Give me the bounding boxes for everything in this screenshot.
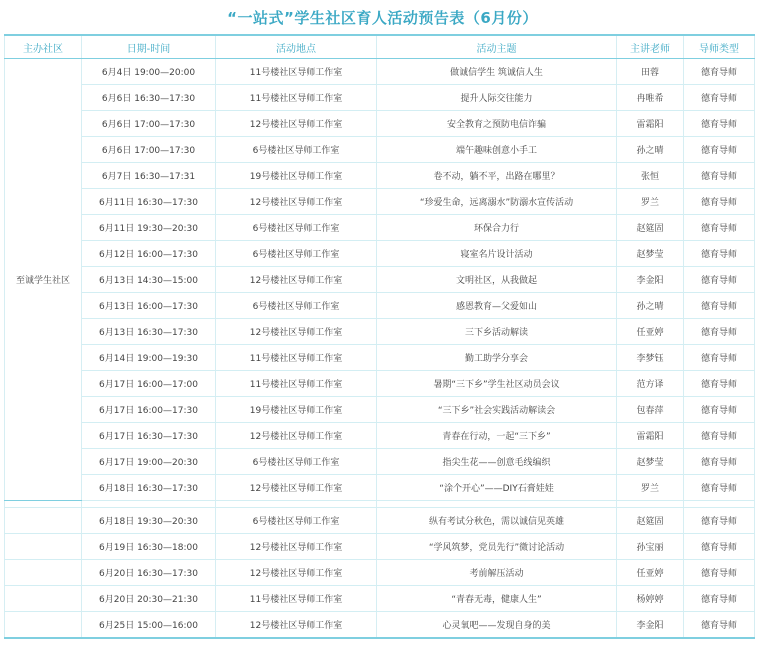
cell-datetime: 6月20日 20:30—21:30 bbox=[82, 586, 216, 612]
cell-type: 德育导师 bbox=[684, 345, 755, 371]
cell-place: 19号楼社区导师工作室 bbox=[216, 163, 377, 189]
cell-datetime: 6月17日 19:00—20:30 bbox=[82, 449, 216, 475]
table-row bbox=[5, 85, 755, 111]
cell-topic: 安全教育之预防电信诈骗 bbox=[377, 111, 617, 137]
cell-topic: 文明社区，从我做起 bbox=[377, 267, 617, 293]
column-header-organizer: 主办社区 bbox=[5, 35, 82, 59]
cell-teacher: 包春萍 bbox=[617, 397, 684, 423]
cell-datetime: 6月6日 16:30—17:30 bbox=[82, 85, 216, 111]
table-row bbox=[5, 137, 755, 163]
cell-topic: 考前解压活动 bbox=[377, 560, 617, 586]
separator-cell bbox=[377, 501, 617, 508]
cell-place: 11号楼社区导师工作室 bbox=[216, 85, 377, 111]
cell-datetime: 6月11日 16:30—17:30 bbox=[82, 189, 216, 215]
cell-teacher: 孙之晴 bbox=[617, 293, 684, 319]
table-header-row bbox=[5, 35, 755, 59]
cell-place: 12号楼社区导师工作室 bbox=[216, 319, 377, 345]
table-row bbox=[5, 267, 755, 293]
cell-type: 德育导师 bbox=[684, 293, 755, 319]
cell-type: 德育导师 bbox=[684, 508, 755, 534]
cell-topic: 端午趣味创意小手工 bbox=[377, 137, 617, 163]
cell-type: 德育导师 bbox=[684, 534, 755, 560]
cell-place: 6号楼社区导师工作室 bbox=[216, 215, 377, 241]
cell-teacher: 任亚婷 bbox=[617, 319, 684, 345]
cell-place: 12号楼社区导师工作室 bbox=[216, 267, 377, 293]
cell-type: 德育导师 bbox=[684, 449, 755, 475]
cell-teacher: 杨婷婷 bbox=[617, 586, 684, 612]
cell-type: 德育导师 bbox=[684, 423, 755, 449]
cell-teacher: 李金阳 bbox=[617, 612, 684, 639]
cell-place: 12号楼社区导师工作室 bbox=[216, 423, 377, 449]
cell-place: 6号楼社区导师工作室 bbox=[216, 508, 377, 534]
cell-place: 12号楼社区导师工作室 bbox=[216, 560, 377, 586]
organizer-cell: 至诚学生社区 bbox=[5, 59, 82, 501]
cell-topic: 卷不动，躺不平，出路在哪里？ bbox=[377, 163, 617, 189]
cell-teacher: 孙宝丽 bbox=[617, 534, 684, 560]
cell-place: 12号楼社区导师工作室 bbox=[216, 189, 377, 215]
cell-teacher: 田蓉 bbox=[617, 59, 684, 85]
cell-type: 德育导师 bbox=[684, 397, 755, 423]
table-row bbox=[5, 397, 755, 423]
table-row bbox=[5, 241, 755, 267]
cell-teacher: 李金阳 bbox=[617, 267, 684, 293]
cell-teacher: 罗兰 bbox=[617, 189, 684, 215]
cell-datetime: 6月19日 16:30—18:00 bbox=[82, 534, 216, 560]
cell-datetime: 6月4日 19:00—20:00 bbox=[82, 59, 216, 85]
cell-topic: 心灵氧吧——发现自身的美 bbox=[377, 612, 617, 639]
organizer-cell-blank bbox=[5, 508, 82, 534]
cell-type: 德育导师 bbox=[684, 475, 755, 501]
cell-place: 19号楼社区导师工作室 bbox=[216, 397, 377, 423]
table-row bbox=[5, 59, 755, 85]
cell-type: 德育导师 bbox=[684, 371, 755, 397]
cell-datetime: 6月20日 16:30—17:30 bbox=[82, 560, 216, 586]
cell-type: 德育导师 bbox=[684, 560, 755, 586]
cell-place: 12号楼社区导师工作室 bbox=[216, 475, 377, 501]
table-body bbox=[5, 59, 755, 639]
cell-topic: 环保合力行 bbox=[377, 215, 617, 241]
cell-teacher: 孙之晴 bbox=[617, 137, 684, 163]
table-row bbox=[5, 371, 755, 397]
table-row bbox=[5, 560, 755, 586]
cell-topic: 勤工助学分享会 bbox=[377, 345, 617, 371]
cell-datetime: 6月13日 16:30—17:30 bbox=[82, 319, 216, 345]
cell-topic: 青春在行动，一起“三下乡” bbox=[377, 423, 617, 449]
table-row bbox=[5, 189, 755, 215]
table-row bbox=[5, 586, 755, 612]
column-header-place: 活动地点 bbox=[216, 35, 377, 59]
cell-teacher: 雷霜阳 bbox=[617, 423, 684, 449]
table-row bbox=[5, 215, 755, 241]
cell-datetime: 6月14日 19:00—19:30 bbox=[82, 345, 216, 371]
cell-place: 11号楼社区导师工作室 bbox=[216, 59, 377, 85]
cell-topic: “三下乡”社会实践活动解读会 bbox=[377, 397, 617, 423]
cell-datetime: 6月17日 16:00—17:30 bbox=[82, 397, 216, 423]
cell-place: 6号楼社区导师工作室 bbox=[216, 293, 377, 319]
cell-teacher: 张恒 bbox=[617, 163, 684, 189]
cell-teacher: 罗兰 bbox=[617, 475, 684, 501]
cell-datetime: 6月7日 16:30—17:31 bbox=[82, 163, 216, 189]
table-row bbox=[5, 345, 755, 371]
cell-datetime: 6月17日 16:30—17:30 bbox=[82, 423, 216, 449]
cell-place: 12号楼社区导师工作室 bbox=[216, 111, 377, 137]
cell-topic: 指尖生花——创意毛线编织 bbox=[377, 449, 617, 475]
cell-teacher: 赵梦莹 bbox=[617, 241, 684, 267]
column-header-topic: 活动主题 bbox=[377, 35, 617, 59]
cell-teacher: 赵筵固 bbox=[617, 215, 684, 241]
cell-topic: “珍爱生命，远离溺水”防溺水宣传活动 bbox=[377, 189, 617, 215]
cell-topic: 三下乡活动解读 bbox=[377, 319, 617, 345]
cell-topic: “学风筑梦，党员先行”微讨论活动 bbox=[377, 534, 617, 560]
page-title: “一站式”学生社区育人活动预告表（6月份） bbox=[227, 8, 538, 27]
cell-type: 德育导师 bbox=[684, 215, 755, 241]
cell-place: 12号楼社区导师工作室 bbox=[216, 612, 377, 639]
cell-datetime: 6月11日 19:30—20:30 bbox=[82, 215, 216, 241]
separator-cell bbox=[216, 501, 377, 508]
table-row bbox=[5, 449, 755, 475]
table-row bbox=[5, 293, 755, 319]
table-row bbox=[5, 319, 755, 345]
cell-teacher: 李梦钰 bbox=[617, 345, 684, 371]
cell-type: 德育导师 bbox=[684, 111, 755, 137]
cell-place: 11号楼社区导师工作室 bbox=[216, 345, 377, 371]
cell-place: 11号楼社区导师工作室 bbox=[216, 371, 377, 397]
cell-type: 德育导师 bbox=[684, 137, 755, 163]
table-row bbox=[5, 111, 755, 137]
cell-topic: 做诚信学生 筑诚信人生 bbox=[377, 59, 617, 85]
column-header-teacher: 主讲老师 bbox=[617, 35, 684, 59]
cell-topic: 提升人际交往能力 bbox=[377, 85, 617, 111]
cell-datetime: 6月6日 17:00—17:30 bbox=[82, 111, 216, 137]
column-header-type: 导师类型 bbox=[684, 35, 755, 59]
column-header-datetime: 日期-时间 bbox=[82, 35, 216, 59]
cell-topic: 纵有考试分秋色，需以诚信见英雄 bbox=[377, 508, 617, 534]
organizer-cell-blank bbox=[5, 612, 82, 639]
cell-datetime: 6月12日 16:00—17:30 bbox=[82, 241, 216, 267]
separator-cell bbox=[5, 501, 82, 508]
separator-cell bbox=[617, 501, 684, 508]
cell-topic: 感恩教育—父爱如山 bbox=[377, 293, 617, 319]
organizer-cell-blank bbox=[5, 560, 82, 586]
cell-type: 德育导师 bbox=[684, 241, 755, 267]
table-row bbox=[5, 163, 755, 189]
cell-teacher: 任亚婷 bbox=[617, 560, 684, 586]
cell-datetime: 6月13日 16:00—17:30 bbox=[82, 293, 216, 319]
cell-datetime: 6月25日 15:00—16:00 bbox=[82, 612, 216, 639]
cell-teacher: 冉唯希 bbox=[617, 85, 684, 111]
cell-type: 德育导师 bbox=[684, 267, 755, 293]
cell-type: 德育导师 bbox=[684, 319, 755, 345]
table-row bbox=[5, 534, 755, 560]
cell-place: 6号楼社区导师工作室 bbox=[216, 241, 377, 267]
cell-datetime: 6月18日 19:30—20:30 bbox=[82, 508, 216, 534]
separator-cell bbox=[82, 501, 216, 508]
organizer-cell-blank bbox=[5, 586, 82, 612]
separator-cell bbox=[684, 501, 755, 508]
cell-teacher: 范方译 bbox=[617, 371, 684, 397]
cell-datetime: 6月18日 16:30—17:30 bbox=[82, 475, 216, 501]
row-separator bbox=[5, 501, 755, 508]
cell-topic: “涂个开心”——DIY石膏娃娃 bbox=[377, 475, 617, 501]
cell-place: 6号楼社区导师工作室 bbox=[216, 449, 377, 475]
cell-topic: “青春无毒，健康人生” bbox=[377, 586, 617, 612]
cell-topic: 暑期“三下乡”学生社区动员会议 bbox=[377, 371, 617, 397]
cell-type: 德育导师 bbox=[684, 85, 755, 111]
cell-datetime: 6月17日 16:00—17:00 bbox=[82, 371, 216, 397]
cell-topic: 寝室名片设计活动 bbox=[377, 241, 617, 267]
cell-place: 6号楼社区导师工作室 bbox=[216, 137, 377, 163]
cell-type: 德育导师 bbox=[684, 59, 755, 85]
schedule-table bbox=[4, 34, 755, 639]
table-row bbox=[5, 475, 755, 501]
cell-datetime: 6月13日 14:30—15:00 bbox=[82, 267, 216, 293]
cell-datetime: 6月6日 17:00—17:30 bbox=[82, 137, 216, 163]
organizer-cell-blank bbox=[5, 534, 82, 560]
table-row bbox=[5, 423, 755, 449]
cell-teacher: 赵筵固 bbox=[617, 508, 684, 534]
cell-place: 12号楼社区导师工作室 bbox=[216, 534, 377, 560]
cell-type: 德育导师 bbox=[684, 189, 755, 215]
table-row bbox=[5, 612, 755, 639]
cell-teacher: 雷霜阳 bbox=[617, 111, 684, 137]
cell-type: 德育导师 bbox=[684, 612, 755, 639]
cell-type: 德育导师 bbox=[684, 586, 755, 612]
table-row bbox=[5, 508, 755, 534]
cell-place: 11号楼社区导师工作室 bbox=[216, 586, 377, 612]
cell-type: 德育导师 bbox=[684, 163, 755, 189]
cell-teacher: 赵梦莹 bbox=[617, 449, 684, 475]
